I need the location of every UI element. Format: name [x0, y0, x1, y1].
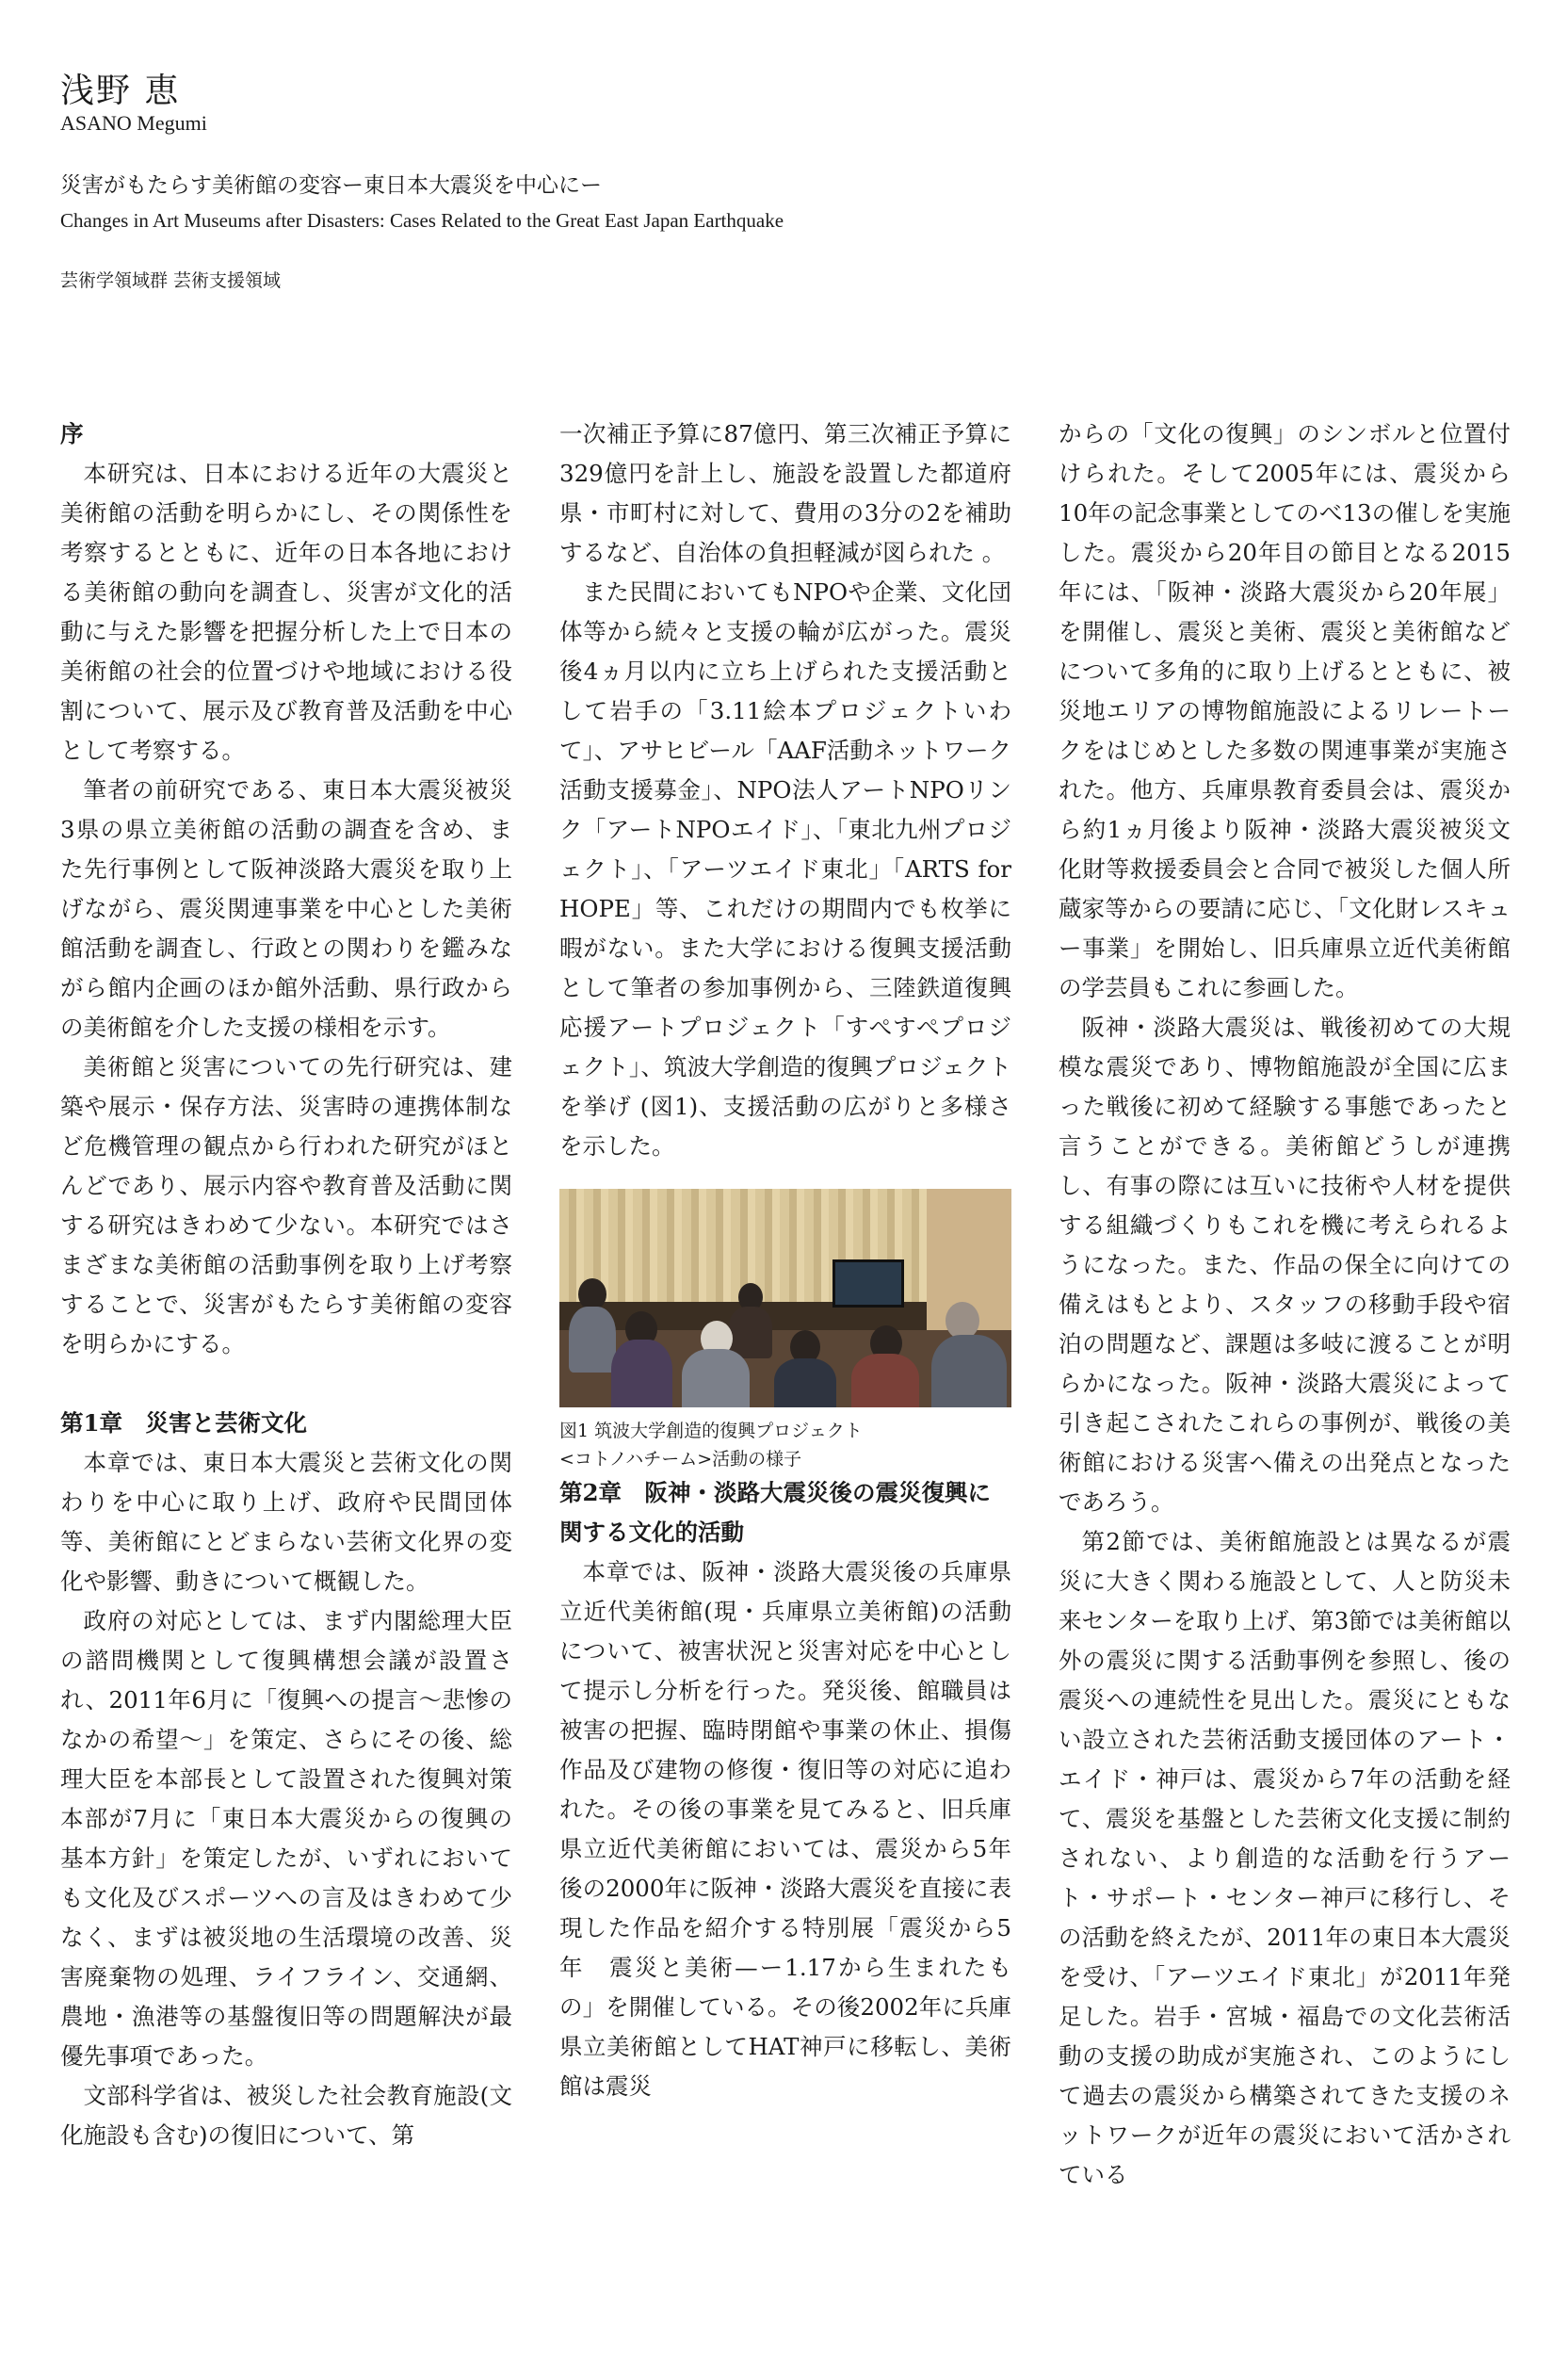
paper-title-en: Changes in Art Museums after Disasters: Cases Related to the Great East Japan Earthquake [60, 209, 784, 232]
section-heading-intro: 序 [60, 420, 84, 447]
paragraph: 一次補正予算に87億円、第三次補正予算に329億円を計上し、施設を設置した都道府県・市町村に対して、費用の3分の2を補助するなど、自治体の負担軽減が図られた 。 [559, 420, 1011, 566]
paragraph: 阪神・淡路大震災は、戦後初めての大規模な震災であり、博物館施設が全国に広まった戦後に初めて経験する事態であったと言うことができる。美術館どうしが連携し、有事の際には互いに技術や人材を提供する組織づくりもこれを機に考えられるようになった。また、作品の保全に向けての備えはもとより、スタッフの移動手段や宿泊の問題など、課題は多岐に渡ることが明らかになった。阪神・淡路大震災によって引き起こされたこれらの事例が、戦後の美術館における災害へ備えの出発点となったであろう。 [1059, 1014, 1511, 1516]
paragraph: 筆者の前研究である、東日本大震災被災3県の県立美術館の活動の調査を含め、また先行事例として阪神淡路大震災を取り上げながら、震災関連事業を中心とした美術館活動を調査し、行政との関わりを鑑みながら館内企画のほか館外活動、県行政からの美術館を介した支援の様相を示す。 [60, 776, 512, 1041]
paragraph: 文部科学省は、被災した社会教育施設(文化施設も含む)の復旧について、第 [60, 2082, 512, 2149]
paragraph: また民間においてもNPOや企業、文化団体等から続々と支援の輪が広がった。震災後4ヵ月以内に立ち上げられた支援活動として岩手の「3.11絵本プロジェクトいわて」、アサヒビール「AAF活動ネットワーク活動支援募金」、NPO法人アートNPOリンク「アートNPOエイド」、「東北九州プロジェクト」、「アーツエイド東北」「ARTS for HOPE」等、これだけの期間内でも枚挙に暇がない。また大学における復興支援活動 として筆者の参加事例から、三陸鉄道復興応援アートプロジェクト「すぺすぺプロジェクト」、筑波大学創造的復興プロジェクトを挙げ (図1)、支援活動の広がりと多様さを示した。 [559, 578, 1011, 1160]
chapter-heading-2: 第2章 阪神・淡路大震災後の震災復興に関する文化的活動 [559, 1479, 992, 1546]
author-name-ja: 浅野 恵 [60, 72, 181, 110]
author-name-en: ASANO Megumi [60, 111, 207, 135]
tv-screen [832, 1259, 904, 1308]
chapter-heading-1: 第1章 災害と芸術文化 [60, 1409, 308, 1437]
column-3 [1059, 414, 1511, 2195]
paragraph: 本章では、東日本大震災と芸術文化の関わりを中心に取り上げ、政府や民間団体等、美術館にとどまらない芸術文化界の変化や影響、動きについて概観した。 [60, 1449, 512, 1595]
figure-caption-line-1: 図1 筑波大学創造的復興プロジェクト [559, 1421, 863, 1441]
column-2 [559, 414, 1011, 2106]
figure-caption [559, 1417, 1011, 1473]
column-1 [60, 414, 512, 2155]
figure-caption-line-2: <コトノハチーム>活動の様子 [559, 1449, 802, 1470]
paragraph: 本研究は、日本における近年の大震災と美術館の活動を明らかにし、その関係性を考察するとともに、近年の日本各地における美術館の動向を調査し、災害が文化的活動に与えた影響を把握分析した上で日本の美術館の社会的位置づけや地域における役割について、展示及び教育普及活動を中心として考察する。 [60, 460, 512, 764]
figure-1-photo [559, 1189, 1011, 1407]
paper-title-ja: 災害がもたらす美術館の変容ー東日本大震災を中心にー [60, 173, 602, 198]
department: 芸術学領域群 芸術支援領域 [60, 270, 282, 291]
paragraph: 第2節では、美術館施設とは異なるが震災に大きく関わる施設として、人と防災未来センターを取り上げ、第3節では美術館以外の震災に関する活動事例を参照し、後の震災への連続性を見出した。震災にともない設立された芸術活動支援団体のアート・エイド・神戸は、震災から7年の活動を経て、震災を基盤とした芸術文化支援に制約されない、より創造的な活動を行うアート・サポート・センター神戸に移行し、その活動を終えたが、2011年の東日本大震災を受け、「アーツエイド東北」が2011年発足した。岩手・宮城・福島での文化芸術活動の支援の助成が実施され、このようにして過去の震災から構築されてきた支援のネットワークが近年の震災において活かされている [1059, 1528, 1511, 2188]
paragraph: 美術館と災害についての先行研究は、建築や展示・保存方法、災害時の連携体制など危機管理の観点から行われた研究がほとんどであり、展示内容や教育普及活動に関する研究はきわめて少ない。本研究ではさまざまな美術館の活動事例を取り上げ考察することで、災害がもたらす美術館の変容を明らかにする。 [60, 1053, 512, 1357]
paragraph: 本章では、阪神・淡路大震災後の兵庫県立近代美術館(現・兵庫県立美術館)の活動について、被害状況と災害対応を中心として提示し分析を行った。発災後、館職員は被害の把握、臨時閉館や事業の休止、損傷作品及び建物の修復・復旧等の対応に追われた。その後の事業を見てみると、旧兵庫県立近代美術館においては、震災から5年後の2000年に阪神・淡路大震災を直接に表現した作品を紹介する特別展「震災から5年 震災と美術—ー1.17から生まれたもの」を開催している。その後2002年に兵庫県立美術館としてHAT神戸に移転し、美術館は震災 [559, 1558, 1011, 2100]
paragraph: 政府の対応としては、まず内閣総理大臣の諮問機関として復興構想会議が設置され、2011年6月に「復興への提言〜悲惨のなかの希望〜」を策定、さらにその後、総理大臣を本部長として設置された復興対策本部が7月に「東日本大震災からの復興の基本方針」を策定したが、いずれにおいても文化及びスポーツへの言及はきわめて少なく、まずは被災地の生活環境の改善、災害廃棄物の処理、ライフライン、交通網、農地・漁港等の基盤復旧等の問題解決が最優先事項であった。 [60, 1607, 512, 2070]
paragraph: からの「文化の復興」のシンボルと位置付けられた。そして2005年には、震災から10年の記念事業としてのべ13の催しを実施した。震災から20年目の節目となる2015年には、「阪神・淡路大震災から20年展」を開催し、震災と美術、震災と美術館などについて多角的に取り上げるとともに、被災地エリアの博物館施設によるリレートークをはじめとした多数の関連事業が実施された。他方、兵庫県教育委員会は、震災から約1ヵ月後より阪神・淡路大震災被災文化財等救援委員会と合同で被災した個人所蔵家等からの要請に応じ、「文化財レスキュー事業」を開始し、旧兵庫県立近代美術館の学芸員もこれに参画した。 [1059, 420, 1511, 1001]
